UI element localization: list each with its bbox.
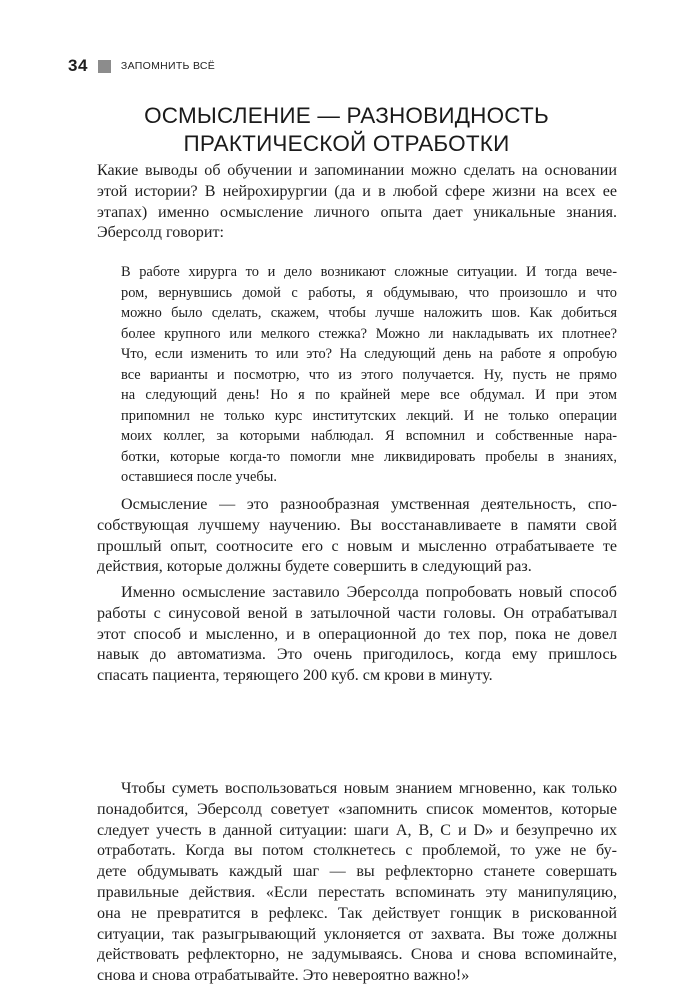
- text-line: следует учесть в данной ситуации: шаги A, B, C и D» и безупречно их: [97, 821, 617, 839]
- text-line: Чтобы суметь воспользоваться новым знанием мгновенно, как только: [121, 780, 617, 797]
- quote-line: Что, если изменить то или это? На следующий день на работе я опробую: [121, 346, 617, 362]
- quote-line: на следующий день! Но я по крайней мере все обдумал. И при этом: [121, 387, 617, 403]
- text-line: этапах) именно осмысление личного опыта дает уникальные знания.: [97, 203, 617, 221]
- text-line: она не превратится в рефлекс. Так действует гонщик в рискованной: [97, 904, 617, 922]
- text-line: снова и снова отрабатывайте. Это невероятно важно!»: [97, 967, 470, 985]
- text-line: этой истории? В нейрохирургии (да и в любой сфере жизни на всех ее: [97, 182, 617, 200]
- text-line: Какие выводы об обучении и запоминании можно сделать на основании: [97, 162, 617, 179]
- text-line: Именно осмысление заставило Эберсолда попробовать новый способ: [121, 584, 617, 601]
- quote-line: ром, вернувшись домой с работы, я обдумываю, что произошло и что: [121, 284, 617, 301]
- text-line: этот способ и мысленно, и в операционной до тех пор, пока не довел: [97, 625, 617, 643]
- text-line: понадобится, Эберсолд советует «запомнить список моментов, которые: [97, 800, 617, 818]
- quote-line: ботки, которые когда-то помогли мне ликвидировать пробелы в знаниях,: [121, 448, 617, 465]
- header-square-ornament: [98, 60, 111, 73]
- text-line: действия, которые должны будете совершить в следующий раз.: [97, 558, 532, 576]
- quote-line: В работе хирурга то и дело возникают сложные ситуации. И тогда вече-: [121, 264, 617, 280]
- quote-line: припомнил не только курс институтских лекций. И не только операции: [121, 407, 617, 424]
- text-line: дете обдумывать каждый шаг — вы рефлекторно станете совершать: [97, 863, 617, 881]
- quote-line: более крупного или мелкого стежка? Можно ли накладывать их плотнее?: [121, 325, 617, 342]
- text-line: навык до автоматизма. Это очень пригодилось, когда ему пришлось: [97, 646, 617, 664]
- quote-line: можно было сделать, скажем, чтобы лучше наложить шов. Как добиться: [121, 305, 617, 321]
- section-title-line: ОСМЫСЛЕНИЕ — РАЗНОВИДНОСТЬ: [144, 103, 549, 128]
- quote-line: оставшиеся после учебы.: [121, 469, 277, 485]
- section-title: [0, 102, 693, 158]
- text-line: прошлый опыт, соотносите его с новым и мысленно отрабатываете те: [97, 537, 617, 555]
- running-header: [68, 56, 215, 76]
- running-title: ЗАПОМНИТЬ ВСЁ: [120, 60, 216, 72]
- page-number: 34: [68, 56, 88, 75]
- text-line: ситуации, так разыгрывающий уклоняется от захвата. Вы тоже должны: [97, 925, 617, 943]
- text-line: правильные действия. «Если перестать вспоминать эту манипуляцию,: [97, 884, 617, 901]
- text-line: отработать. Когда вы потом столкнетесь с проблемой, то уже не бу-: [97, 842, 617, 860]
- section-title-line: ПРАКТИЧЕСКОЙ ОТРАБОТКИ: [183, 131, 510, 156]
- text-line: собствующая лучшему научению. Вы восстанавливаете в памяти свой: [97, 516, 617, 534]
- text-line: работы с синусовой веной в затылочной части головы. Он отрабатывал: [97, 604, 617, 622]
- text-line: спасать пациента, теряющего 200 куб. см крови в минуту.: [97, 667, 493, 685]
- text-line: Эберсолд говорит:: [97, 224, 224, 242]
- text-line: Осмысление — это разнообразная умственная деятельность, спо-: [121, 496, 617, 513]
- text-line: действовать рефлекторно, не задумываясь. Снова и снова вспоминайте,: [97, 946, 617, 964]
- quote-line: все варианты и посмотрю, что из этого получается. Ну, пусть не прямо: [121, 366, 617, 383]
- quote-line: моих коллег, за которыми наблюдал. Я вспомнил и собственные нара-: [121, 428, 617, 444]
